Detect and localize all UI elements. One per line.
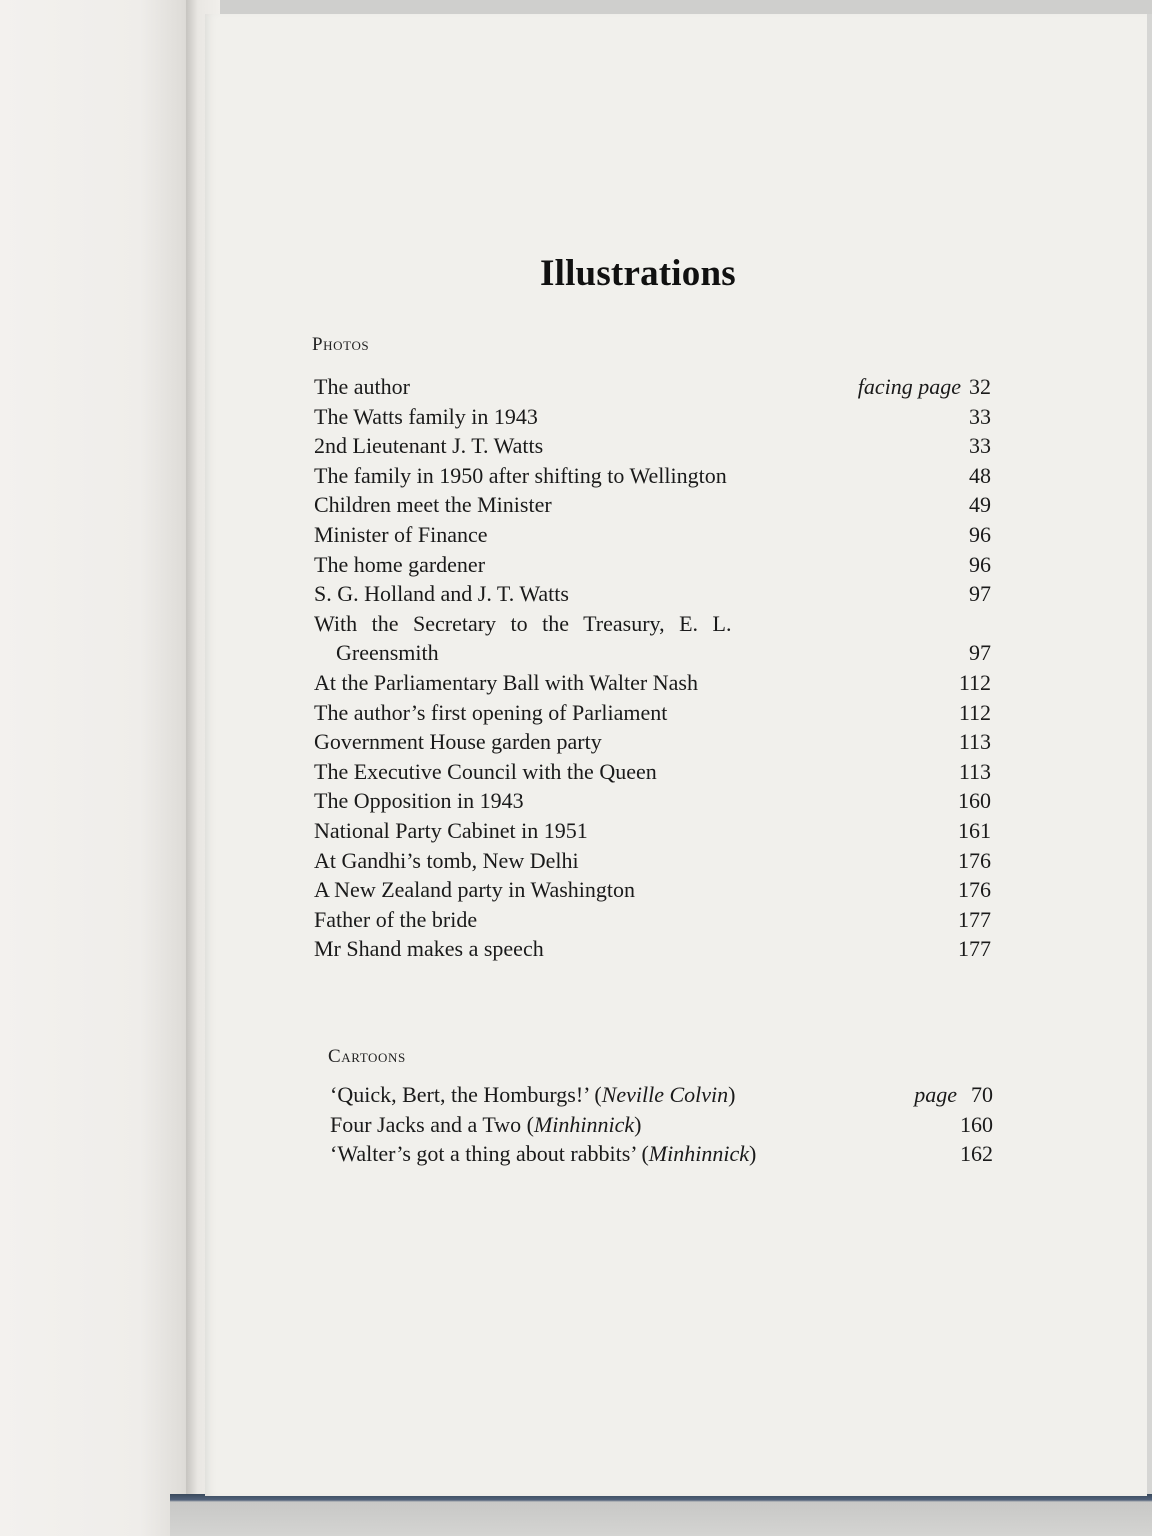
photo-caption: Government House garden party (314, 729, 602, 755)
photo-caption: At Gandhi’s tomb, New Delhi (314, 847, 579, 873)
photo-caption: The Watts family in 1943 (314, 403, 538, 429)
photo-caption: The family in 1950 after shifting to Wellington (314, 462, 727, 488)
list-item (330, 1139, 993, 1169)
photo-page-number: 113 (958, 758, 991, 784)
list-item (314, 757, 991, 787)
photo-page-number: 176 (958, 847, 991, 873)
list-item (330, 1080, 993, 1110)
photos-list (314, 372, 991, 964)
cartoon-artist: Neville Colvin (601, 1082, 729, 1107)
photo-caption: National Party Cabinet in 1951 (314, 817, 588, 843)
photo-page-number: 33 (969, 403, 991, 429)
photo-caption: A New Zealand party in Washington (314, 877, 636, 903)
cartoon-page-number: page 70 (914, 1082, 993, 1107)
photo-page-number: 97 (969, 581, 991, 607)
photo-page-number: 177 (958, 936, 991, 962)
page-prefix: page (914, 1082, 957, 1107)
cartoon-artist: Minhinnick (648, 1141, 749, 1167)
photo-page-number: 48 (969, 462, 991, 488)
cartoon-page-number: 160 (960, 1111, 993, 1137)
list-item (314, 905, 991, 935)
photo-page-number: 96 (969, 551, 991, 577)
photos-heading: Photos (312, 334, 370, 355)
photo-caption: The Opposition in 1943 (314, 788, 524, 814)
cartoon-title: ‘Walter’s got a thing about rabbits’ (330, 1141, 636, 1167)
list-item (314, 579, 991, 609)
list-item (314, 668, 991, 698)
list-item (314, 846, 991, 876)
photo-page-number: 97 (969, 640, 991, 666)
list-item (314, 490, 991, 520)
list-item (314, 372, 991, 402)
list-item (314, 402, 991, 432)
cartoon-caption: ‘Walter’s got a thing about rabbits’ (Minhinnick) (330, 1141, 757, 1167)
page-title: Illustrations (540, 253, 736, 294)
cartoon-title: Four Jacks and a Two (330, 1111, 522, 1137)
list-item (314, 638, 991, 668)
photo-caption: With the Secretary to the Treasury, E. L. (314, 610, 732, 636)
photo-page-number: 161 (958, 817, 991, 843)
photo-caption: At the Parliamentary Ball with Walter Nash (314, 669, 698, 695)
cartoon-title: ‘Quick, Bert, the Homburgs!’ (330, 1082, 589, 1107)
list-item (314, 609, 991, 639)
photo-caption: The Executive Council with the Queen (314, 758, 657, 784)
photo-page-number: 176 (958, 877, 991, 903)
photo-caption: S. G. Holland and J. T. Watts (314, 581, 569, 607)
cartoons-list (330, 1080, 993, 1169)
list-item (314, 550, 991, 580)
photo-caption: Greensmith (336, 640, 439, 666)
photo-caption: The home gardener (314, 551, 486, 577)
cartoon-caption: Four Jacks and a Two (Minhinnick) (330, 1111, 642, 1137)
photo-page-number: facing page 32 (857, 374, 991, 399)
photo-page-number: 113 (958, 729, 991, 755)
photo-caption: The author’s first opening of Parliament (314, 699, 668, 725)
photo-page-number: 177 (958, 906, 991, 932)
photo-caption: Minister of Finance (314, 521, 488, 547)
list-item (314, 875, 991, 905)
left-facing-page (0, 0, 200, 1536)
photo-page-number: 160 (958, 788, 991, 814)
facing-page-prefix: facing page (857, 374, 961, 399)
cartoons-heading: Cartoons (328, 1046, 406, 1067)
photo-page-number: 112 (958, 699, 991, 725)
photo-caption: 2nd Lieutenant J. T. Watts (314, 433, 544, 459)
photo-page-number: 33 (969, 433, 991, 459)
book-cover-edge (160, 0, 1152, 14)
list-item (314, 698, 991, 728)
photo-caption: Children meet the Minister (314, 492, 552, 518)
book-cover-bottom (170, 1494, 1152, 1536)
list-item (314, 786, 991, 816)
cartoon-page-number: 162 (960, 1141, 993, 1167)
list-item (314, 727, 991, 757)
cartoon-caption: ‘Quick, Bert, the Homburgs!’ (Neville Colvin) (330, 1082, 736, 1107)
list-item (314, 934, 991, 964)
photo-page-number: 96 (969, 521, 991, 547)
list-item (330, 1110, 993, 1140)
list-item (314, 431, 991, 461)
photo-caption: Mr Shand makes a speech (314, 936, 544, 962)
photo-page-number: 49 (969, 492, 991, 518)
cartoon-artist: Minhinnick (533, 1111, 635, 1137)
list-item (314, 461, 991, 491)
list-item (314, 816, 991, 846)
photo-caption: Father of the bride (314, 906, 478, 932)
photo-caption: The author (314, 374, 410, 399)
photo-page-number: 112 (958, 669, 991, 695)
list-item (314, 520, 991, 550)
